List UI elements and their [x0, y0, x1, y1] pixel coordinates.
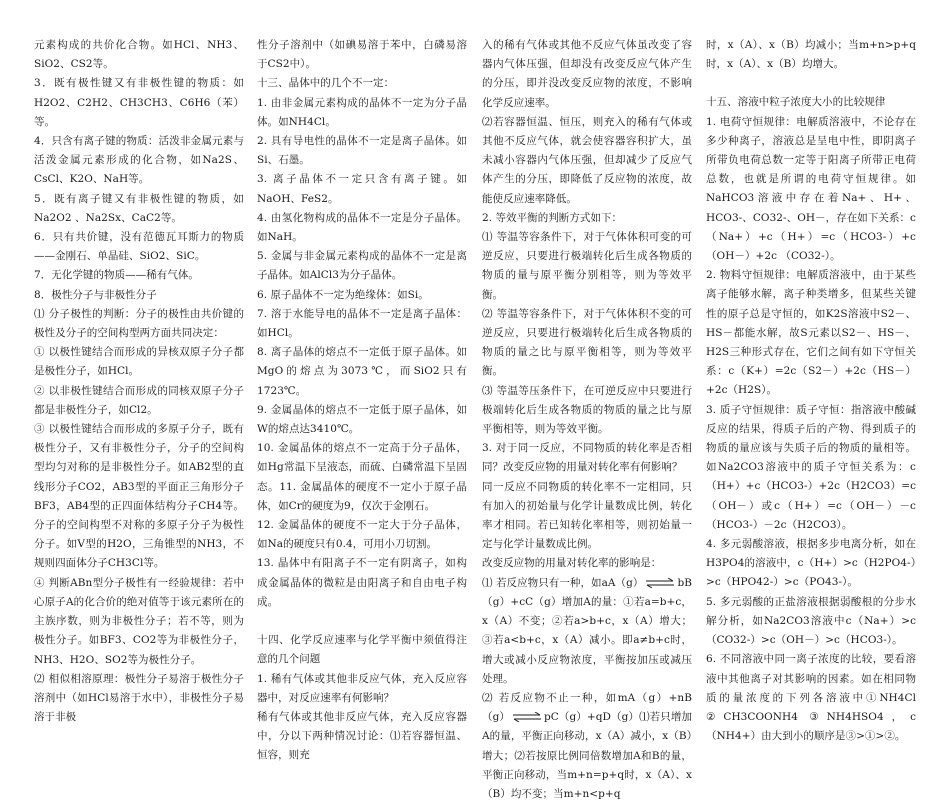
paragraph: 1. 稀有气体或其他非反应气体，充入反应容器中，对反应速率有何影响？ [257, 672, 467, 704]
equation-text: ⑴ 若反应物只有一种，如aA（g） [482, 576, 644, 589]
paragraph: 5. 金属与非金属元素构成的晶体不一定是离子晶体。如AlCl3为分子晶体。 [257, 250, 467, 282]
equation-text: bB（g）+cC（g）增加A的量：①若a=b+c，x（A）不变；②若a>b+c，x（A）增大；③若a<b+c，x（A）减小。即a≠b+c时，增大或减小反应物浓度，平衡按加压或减压处理。 [482, 576, 692, 685]
paragraph: 5．既有离子键又有非极性键的物质，如Na2O2 、Na2Sx、CaC2等。 [34, 192, 244, 224]
equation-paragraph [482, 689, 692, 804]
paragraph: 6. 原子晶体不一定为绝缘体：如Si。 [257, 288, 429, 301]
spacer [706, 74, 916, 93]
section-heading: 十三、晶体中的几个不一定： [257, 77, 395, 90]
paragraph: 时，x（A）、x（B）均减小；当m+n>p+q时，x（A）、x（B）均增大。 [706, 39, 916, 71]
paragraph: 4. 多元弱酸溶液，根据多步电离分析，如在H3PO4的溶液中，c（H+）>c（H2PO4-）>c（HPO42-）>c（PO43-）。 [706, 538, 916, 589]
paragraph: 7．无化学键的物质——稀有气体。 [34, 269, 199, 282]
paragraph: 1. 电荷守恒规律：电解质溶液中，不论存在多少种离子，溶液总是呈电中性，即阴离子所带负电荷总数一定等于阳离子所带正电荷总数，也就是所谓的电荷守恒规律。如NaHCO3溶液中存在着Na+、H+、HCO3-、CO32-、OH－，存在如下关系：c（Na+）+c（H+）=c（HCO3-）+c（OH－）+2c （CO32-）。 [706, 115, 916, 263]
paragraph: ⑵ 等温等容条件下，对于气体体积不变的可逆反应，只要进行极端转化后生成各物质的物质的量之比与原平衡相等，则为等效平衡。 [482, 307, 692, 378]
paragraph: 3．既有极性键又有非极性键的物质：如H2O2、C2H2、CH3CH3、C6H6（苯）等。 [34, 77, 244, 128]
paragraph: 3. 离子晶体不一定只含有离子键。如NaOH、FeS2。 [257, 173, 467, 205]
paragraph: 元素构成的共价化合物。如HCl、NH3、SiO2、CS2等。 [34, 39, 244, 71]
paragraph: 5. 多元弱酸的正盐溶液根据弱酸根的分步水解分析，如Na2CO3溶液中c（Na+）>c（CO32-）>c（OH－）>c（HCO3-）。 [706, 595, 916, 647]
paragraph: 1. 由非金属元素构成的晶体不一定为分子晶体。如NH4Cl。 [257, 96, 467, 128]
paragraph: ① 以极性键结合而形成的异核双原子分子都是极性分子，如HCl。 [34, 346, 244, 378]
paragraph: 3. 质子守恒规律：质子守恒：指溶液中酸碱反应的结果，得质子后的产物、得到质子的物质的量应该与失质子后的物质的量相等。如Na2CO3溶液中的质子守恒关系为：c（H+）+c（HCO3-）+2c（H2CO3）=c（OH－）或c（H+）=c（OH－）－c（HCO3-）－2c（H2CO3）。 [706, 403, 916, 531]
reversible-arrow-icon [645, 578, 675, 588]
paragraph: 12. 金属晶体的硬度不一定大于分子晶体，如Na的硬度只有0.4，可用小刀切割。 [257, 519, 467, 551]
paragraph: 4. 由氢化物构成的晶体不一定是分子晶体。如NaH。 [257, 211, 467, 244]
paragraph: ⑵若容器恒温、恒压，则充入的稀有气体或其他不反应气体，就会使容器容积扩大，虽未减小容器内气体压强，但却减少了反应气体产生的分压，即降低了反应物的浓度，故能使反应速率降低。 [482, 115, 692, 205]
paragraph: 2. 等效平衡的判断方式如下： [482, 211, 623, 224]
paragraph: 改变反应物的用量对转化率的影响是： [482, 557, 662, 570]
paragraph: 8. 离子晶体的熔点不一定低于原子晶体。如MgO的熔点为3073℃，而SiO2只有1723℃。 [257, 346, 467, 397]
paragraph: ⑴ 等温等容条件下，对于气体体积可变的可逆反应，只要进行极端转化后生成各物质的物质的量与原平衡分别相等，则为等效平衡。 [482, 231, 692, 301]
paragraph: ⑵ 相似相溶原理：极性分子易溶于极性分子溶剂中（如HCl易溶于水中），非极性分子易溶于非极 [34, 672, 244, 724]
paragraph: ② 以非极性键结合而形成的同核双原子分子都是非极性分子，如Cl2。 [34, 384, 244, 416]
paragraph: 3. 对于同一反应，不同物质的转化率是否相同？改变反应物的用量对转化率有何影响？ [482, 442, 692, 474]
equation-text: pC（g）+qD（g）⑴若只增加A的量，平衡正向移动，x（A）减小，x（B）增大；⑵若按原比例同倍数增加A和B的量，平衡正向移动，当m+n=p+q时，x（A）、x（B）均不变；当m+n<p+q [482, 711, 693, 800]
paragraph: 2. 物料守恒规律：电解质溶液中，由于某些离子能够水解，离子种类增多，但某些关键性的原子总是守恒的，如K2S溶液中S2－、HS－都能水解，故S元素以S2－、HS－、H2S三种形式存在，它们之间有如下守恒关系：c（K+）=2c（S2－）+2c（HS－）+2c（H2S）。 [706, 269, 916, 397]
column-4 [706, 36, 916, 746]
paragraph: ⑶ 等温等压条件下，在可逆反应中只要进行极端转化后生成各物质的物质的量之比与原平衡相等，则为等效平衡。 [482, 384, 692, 436]
paragraph: 10. 金属晶体的熔点不一定高于分子晶体，如Hg常温下呈液态，而硫、白磷常温下呈固态。11. 金属晶体的硬度不一定小于原子晶体，如Cr的硬度为9，仅次于金刚石。 [257, 442, 467, 512]
paragraph: 性分子溶剂中（如碘易溶于苯中，白磷易溶于CS2中）。 [257, 39, 467, 71]
column-3 [482, 36, 692, 804]
paragraph: 13. 晶体中有阳离子不一定有阴离子，如构成金属晶体的微粒是由阳离子和自由电子构成。 [257, 557, 467, 608]
spacer [257, 612, 467, 631]
paragraph: 6．只有共价键，没有范德瓦耳斯力的物质——金刚石、单晶硅、SiO2、SiC。 [34, 231, 244, 263]
paragraph: ④ 判断ABn型分子极性有一经验规律：若中心原子A的化合价的绝对值等于该元素所在的主族序数，则为非极性分子；若不等，则为极性分子。如BF3、CO2等为非极性分子，NH3、H2O、SO2等为极性分子。 [34, 576, 244, 666]
paragraph: ⑴ 分子极性的判断：分子的极性由共价键的极性及分子的空间构型两方面共同决定： [34, 307, 244, 340]
paragraph: 6. 不同溶液中同一离子浓度的比较，要看溶液中其他离子对其影响的因素。如在相同物质的量浓度的下列各溶液中①NH4Cl ②CH3COONH4 ③NH4HSO4，c（NH4+）由大到小的顺序是③>①>②。 [706, 653, 916, 743]
paragraph: 4．只含有离子键的物质：活泼非金属元素与活泼金属元素形成的化合物，如Na2S、CsCl、K2O、NaH等。 [34, 135, 244, 186]
paragraph: ③ 以极性键结合而形成的多原子分子，既有极性分子，又有非极性分子，分子的空间构型均匀对称的是非极性分子。如AB2型的直线形分子CO2，AB3型的平面正三角形分子BF3，AB4型的正四面体结构分子CH4等。分子的空间构型不对称的多原子分子为极性分子。如V型的H2O，三角锥型的NH3，不规则四面体分子CH3Cl等。 [34, 423, 244, 570]
paragraph: 入的稀有气体或其他不反应气体虽改变了容器内气体压强，但却没有改变反应气体产生的分压，即并没改变反应物的浓度，不影响化学反应速率。 [482, 39, 692, 109]
paragraph: 9. 金属晶体的熔点不一定低于原子晶体，如W的熔点达3410℃。 [257, 403, 467, 436]
paragraph: 8．极性分子与非极性分子 [34, 288, 157, 301]
column-1 [34, 36, 244, 727]
paragraph: 7. 溶于水能导电的晶体不一定是离子晶体：如HCl。 [257, 307, 467, 340]
paragraph: 同一反应不同物质的转化率不一定相同，只有加入的初始量与化学计量数成比例，转化率才相同。若已知转化率相等，则初始量一定与化学计量数成比例。 [482, 480, 692, 551]
section-heading: 十五、溶液中粒子浓度大小的比较规律 [706, 96, 886, 109]
equation-text: ⑵ 若反应物不止一种，如mA（g）+nB（g） [482, 691, 692, 724]
paragraph: 稀有气体或其他非反应气体，充入反应容器中，分以下两种情况讨论：⑴若容器恒温、恒容，则充 [257, 710, 467, 762]
section-heading: 十四、化学反应速率与化学平衡中须值得注意的几个问题 [257, 634, 467, 666]
reversible-arrow-icon [512, 712, 542, 722]
column-2 [257, 36, 467, 766]
paragraph: 2. 具有导电性的晶体不一定是离子晶体。如Si、石墨。 [257, 135, 467, 167]
